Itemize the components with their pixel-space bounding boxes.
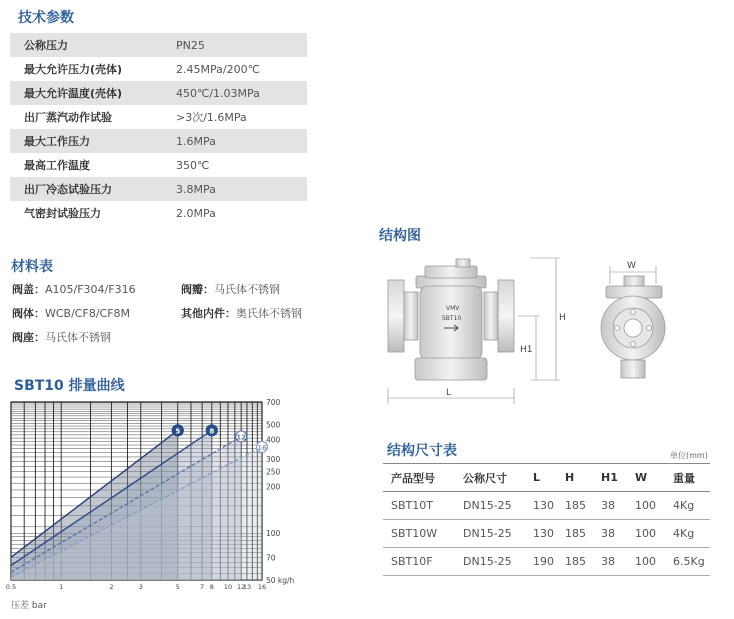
table-row [383, 492, 710, 520]
material-item [12, 281, 136, 297]
table-row [383, 520, 710, 548]
y-tick-label: 700 [266, 398, 281, 407]
materials-title: 材料表 [11, 259, 53, 275]
table-cell: 190 [533, 548, 565, 576]
material-key: 阀体： [12, 307, 45, 320]
chart-xlabel: 压差 bar [11, 601, 47, 611]
table-cell: DN15-25 [463, 492, 533, 520]
series-label: 12 [236, 433, 247, 442]
dim-W-label: W [627, 261, 636, 271]
material-value: 马氏体不锈钢 [45, 331, 111, 344]
material-item [181, 305, 302, 321]
dim-L-label: L [446, 388, 452, 398]
series-label: 16 [257, 443, 267, 452]
y-tick-label: 500 [266, 420, 281, 430]
table-cell: 130 [533, 492, 565, 520]
material-value: A105/F304/F316 [45, 283, 136, 296]
spec-row [10, 129, 307, 153]
table-cell: DN15-25 [463, 520, 533, 548]
spec-value: 450℃/1.03MPa [176, 86, 260, 100]
spec-row [10, 81, 307, 105]
y-tick-label: 200 [266, 482, 281, 492]
dimensions-table [383, 463, 710, 576]
dim-H-label: H [559, 313, 566, 323]
table-cell: 185 [565, 520, 601, 548]
column-header: L [533, 464, 565, 492]
x-tick-label: 12 [237, 583, 246, 591]
material-key: 阀盖： [12, 283, 45, 296]
series-label: 5 [175, 427, 181, 436]
tech-params-table [10, 33, 307, 225]
material-key: 其他内件： [181, 307, 236, 320]
y-tick-label: 300 [266, 455, 281, 465]
table-cell: 38 [601, 520, 635, 548]
model-label: SBT10 [442, 315, 462, 322]
spec-row [10, 153, 307, 177]
y-tick-label: 50 kg/h [266, 576, 295, 585]
table-cell: 38 [601, 492, 635, 520]
material-key: 阀瓣： [181, 283, 214, 296]
y-tick-label: 100 [266, 529, 281, 539]
table-cell: 130 [533, 520, 565, 548]
series-label: 8 [209, 427, 215, 436]
spec-value: >3次/1.6MPa [176, 111, 247, 124]
spec-value: 350℃ [176, 158, 210, 172]
material-value: 马氏体不锈钢 [214, 283, 280, 296]
spec-value: 2.45MPa/200℃ [176, 62, 260, 76]
spec-key: 最大允许压力(壳体) [24, 63, 123, 76]
column-header: 产品型号 [383, 464, 463, 492]
table-cell: 4Kg [673, 492, 710, 520]
x-tick-label: 13 [242, 583, 252, 591]
diagram-title: 结构图 [379, 228, 421, 244]
column-header: 公称尺寸 [463, 464, 533, 492]
table-cell: 6.5Kg [673, 548, 710, 576]
chart-title: SBT10 排量曲线 [14, 378, 125, 394]
x-tick-label: 10 [223, 583, 233, 591]
spec-key: 最大允许温度(壳体) [24, 87, 123, 100]
material-item [12, 305, 130, 321]
spec-row [10, 177, 307, 201]
material-item [12, 329, 111, 345]
spec-value: 3.8MPa [176, 182, 216, 196]
table-row [383, 548, 710, 576]
column-header: 重量 [673, 464, 710, 492]
dimensions-title: 结构尺寸表 [387, 443, 457, 459]
trap-side-view [601, 276, 665, 378]
y-tick-label: 400 [266, 435, 281, 445]
spec-row [10, 201, 307, 225]
x-tick-label: 0.5 [5, 583, 17, 591]
material-value: WCB/CF8/CF8M [45, 307, 131, 320]
spec-row [10, 57, 307, 81]
spec-key: 出厂冷态试验压力 [24, 183, 112, 196]
x-tick-label: 2 [109, 583, 114, 591]
table-header-row [383, 464, 710, 492]
x-tick-label: 1 [59, 583, 64, 591]
dim-H1-label: H1 [520, 345, 533, 355]
y-tick-label: 70 [266, 553, 276, 563]
column-header: W [635, 464, 673, 492]
spec-key: 出厂蒸汽动作试验 [24, 111, 112, 124]
x-tick-label: 7 [200, 583, 205, 591]
x-tick-label: 8 [209, 583, 214, 591]
x-tick-label: 5 [175, 583, 180, 591]
x-tick-label: 16 [257, 583, 267, 591]
table-cell: SBT10F [383, 548, 463, 576]
table-cell: SBT10T [383, 492, 463, 520]
table-cell: DN15-25 [463, 548, 533, 576]
spec-key: 最大工作压力 [24, 135, 90, 148]
spec-row [10, 33, 307, 57]
x-tick-label: 3 [138, 583, 143, 591]
spec-key: 气密封试验压力 [24, 207, 101, 220]
spec-value: PN25 [176, 38, 205, 52]
structure-diagram [380, 248, 680, 408]
spec-value: 2.0MPa [176, 206, 216, 220]
table-cell: 185 [565, 548, 601, 576]
material-item [181, 281, 280, 297]
y-tick-label: 250 [266, 467, 281, 477]
table-cell: 100 [635, 520, 673, 548]
table-cell: 185 [565, 492, 601, 520]
spec-key: 最高工作温度 [24, 159, 90, 172]
tech-params-title: 技术参数 [18, 10, 74, 26]
spec-row [10, 105, 307, 129]
discharge-chart [0, 395, 330, 619]
brand-label: VMV [446, 305, 460, 312]
unit-label: 单位(mm) [670, 451, 708, 460]
table-cell: 4Kg [673, 520, 710, 548]
table-cell: SBT10W [383, 520, 463, 548]
column-header: H1 [601, 464, 635, 492]
table-cell: 100 [635, 492, 673, 520]
material-key: 阀座： [12, 331, 45, 344]
table-cell: 100 [635, 548, 673, 576]
spec-value: 1.6MPa [176, 134, 216, 148]
material-value: 奥氏体不锈钢 [236, 307, 302, 320]
column-header: H [565, 464, 601, 492]
table-cell: 38 [601, 548, 635, 576]
spec-key: 公称压力 [24, 39, 68, 52]
